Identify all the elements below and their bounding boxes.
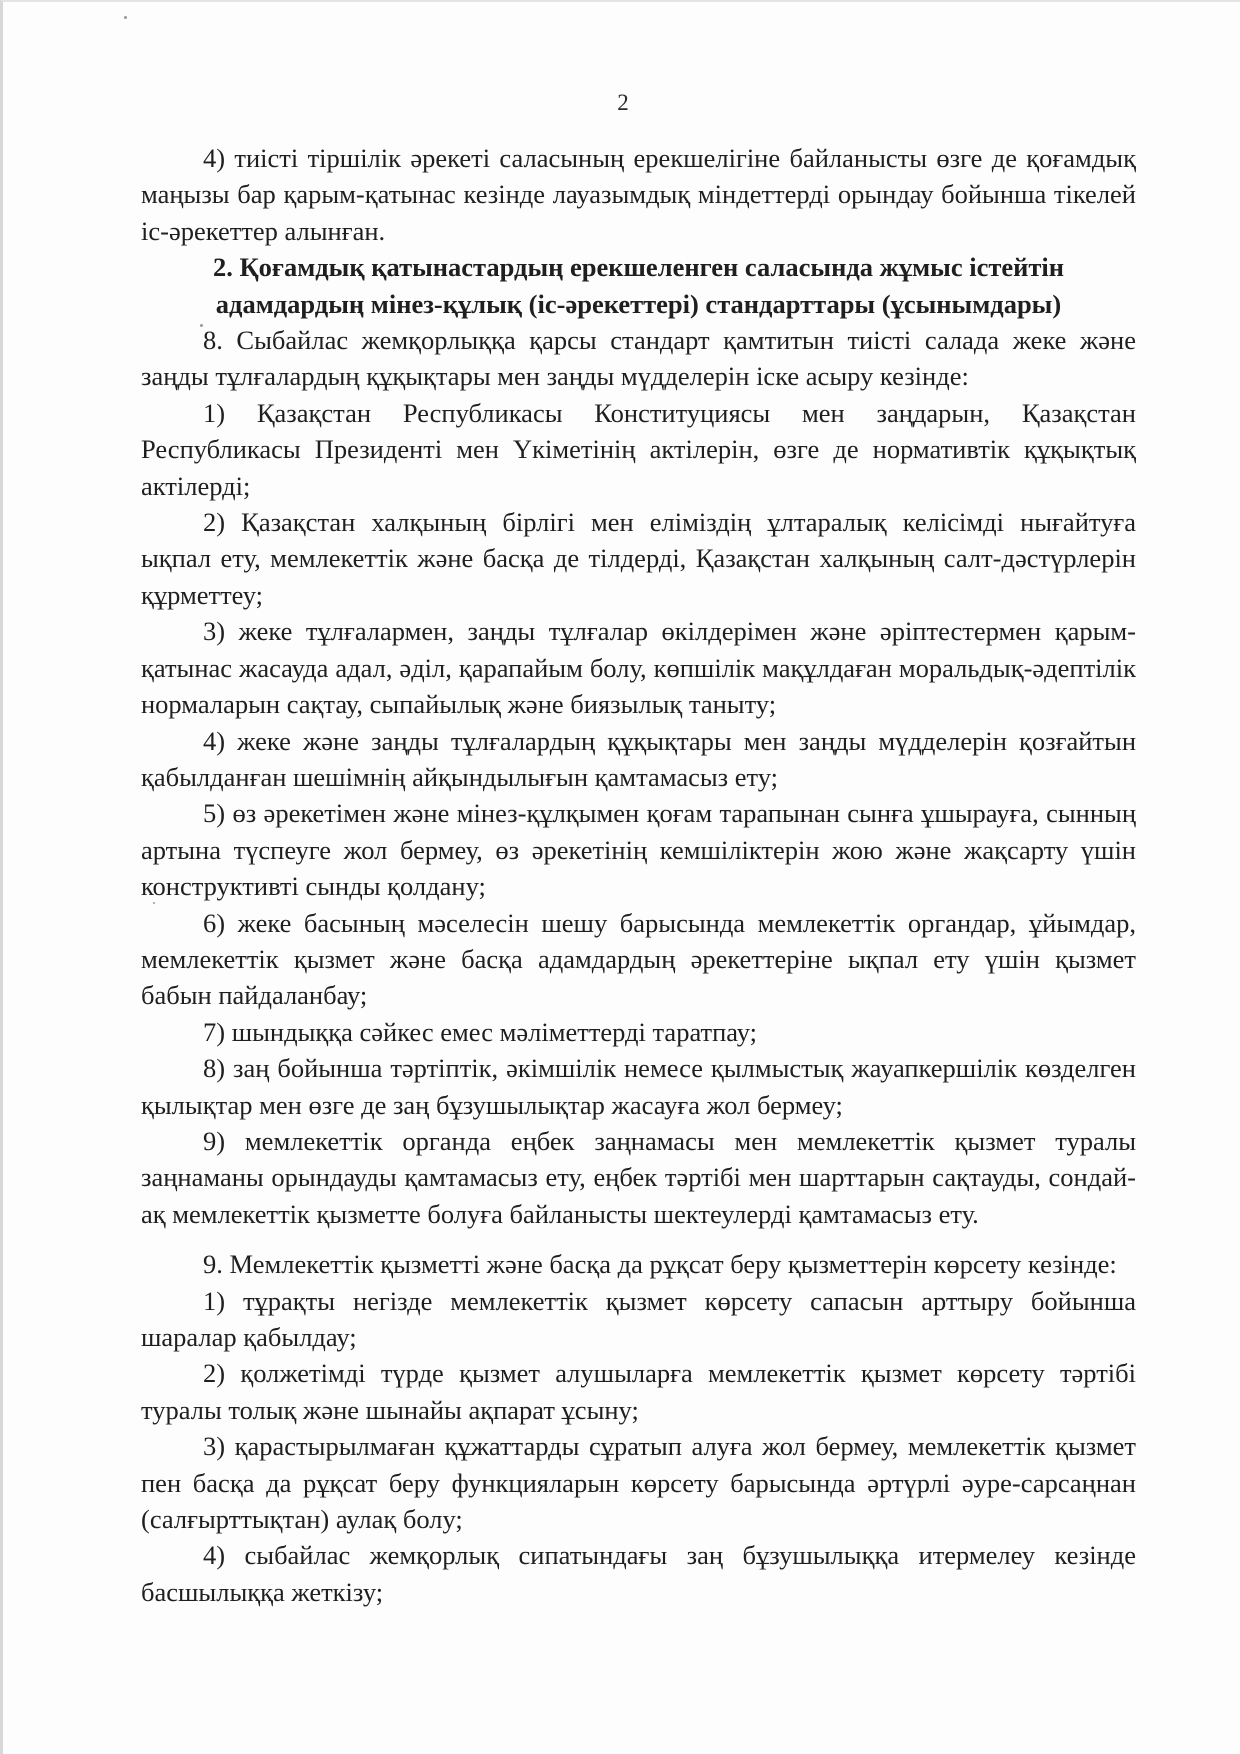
clause-8-item-2: 2) Қазақстан халқының бірлігі мен еліміздің ұлтаралық келісімді нығайтуға ықпал ету, мемлекеттік және басқа де тілдерді, Қазақстан халқының салт-дәстүрлерін құрметтеу; [141, 507, 1136, 610]
clause-8-item-9: 9) мемлекеттік органда еңбек заңнамасы мен мемлекеттік қызмет туралы заңнаманы орындауды қамтамасыз ету, еңбек тәртібі мен шарттарын сақтауды, сондай-ақ мемлекеттік қызметте болуға байланысты шектеулерді қамтамасыз ету. [141, 1125, 1136, 1229]
paragraph-item-4: 4) тиісті тіршілік әрекеті саласының ерекшелігіне байланысты өзге де қоғамдық маңызы бар қарым-қатынас кезінде лауазымдық міндеттерді орындау бойынша тікелей іс-әрекеттер алынған. [141, 143, 1136, 246]
clause-9: 9. Мемлекеттік қызметті және басқа да рұқсат беру қызметтерін көрсету кезінде: [203, 1249, 1117, 1280]
page-number: 2 [617, 90, 629, 115]
clause-8-item-1: 1) Қазақстан Республикасы Конституциясы мен заңдарын, Қазақстан Республикасы Президенті мен Үкіметінің актілерін, өзге де нормативтік құқықтық актілерді; [141, 397, 1136, 501]
clause-9-item-4: 4) сыбайлас жемқорлық сипатындағы заң бұзушылыққа итермелеу кезінде басшылыққа жеткізу; [141, 1540, 1136, 1607]
clause-8-item-7: 7) шындыққа сәйкес емес мәліметтерді таратпау; [203, 1016, 757, 1047]
clause-8-item-6: 6) жеке басының мәселесін шешу барысында мемлекеттік органдар, ұйымдар, мемлекеттік қызмет және басқа адамдардың әрекеттеріне ықпал ету үшін қызмет бабын пайдаланбау; [141, 907, 1136, 1011]
clause-8-item-3: 3) жеке тұлғалармен, заңды тұлғалар өкілдерімен және әріптестермен қарым-қатынас жасауда адал, әділ, қарапайым болу, көпшілік мақұлдаған моральдық-әдептілік нормаларын сақтау, сыпайылық және биязылық таныту; [141, 616, 1136, 720]
section-heading: 2. Қоғамдық қатынастардың ерекшеленген саласында жұмыс істейтін адамдардың мінез-құлық (іс-әрекеттері) стандарттары (ұсынымдары) [212, 252, 1065, 319]
document-body [141, 140, 1136, 1610]
clause-8-item-4: 4) жеке және заңды тұлғалардың құқықтары мен заңды мүдделерін қозғайтын қабылданған шешімнің айқындылығын қамтамасыз ету; [141, 725, 1136, 792]
clause-8-item-5: 5) өз әрекетімен және мінез-құлқымен қоғам тарапынан сынға ұшырауға, сынның артына түспеуге жол бермеу, өз әрекетінің кемшіліктерін жою және жақсарту үшін конструктивті сынды қолдану; [141, 798, 1136, 902]
clause-8: 8. Сыбайлас жемқорлыққа қарсы стандарт қамтитын тиісті салада жеке және заңды тұлғалардың құқықтары мен заңды мүдделерін іске асыру кезінде: [141, 325, 1136, 392]
clause-9-item-1: 1) тұрақты негізде мемлекеттік қызмет көрсету сапасын арттыру бойынша шаралар қабылдау; [141, 1285, 1136, 1352]
scan-speck [124, 16, 127, 19]
clause-9-item-3: 3) қарастырылмаған құжаттарды сұратып алуға жол бермеу, мемлекеттік қызмет пен басқа да рұқсат беру функцияларын көрсету барысында әртүрлі әуре-сарсаңнан (салғырттықтан) аулақ болу; [141, 1431, 1136, 1535]
clause-9-item-2: 2) қолжетімді түрде қызмет алушыларға мемлекеттік қызмет көрсету тәртібі туралы толық және шынайы ақпарат ұсыну; [141, 1358, 1136, 1425]
clause-8-item-8: 8) заң бойынша тәртіптік, әкімшілік немесе қылмыстық жауапкершілік көзделген қылықтар мен өзге де заң бұзушылықтар жасауға жол бермеу; [141, 1053, 1136, 1120]
